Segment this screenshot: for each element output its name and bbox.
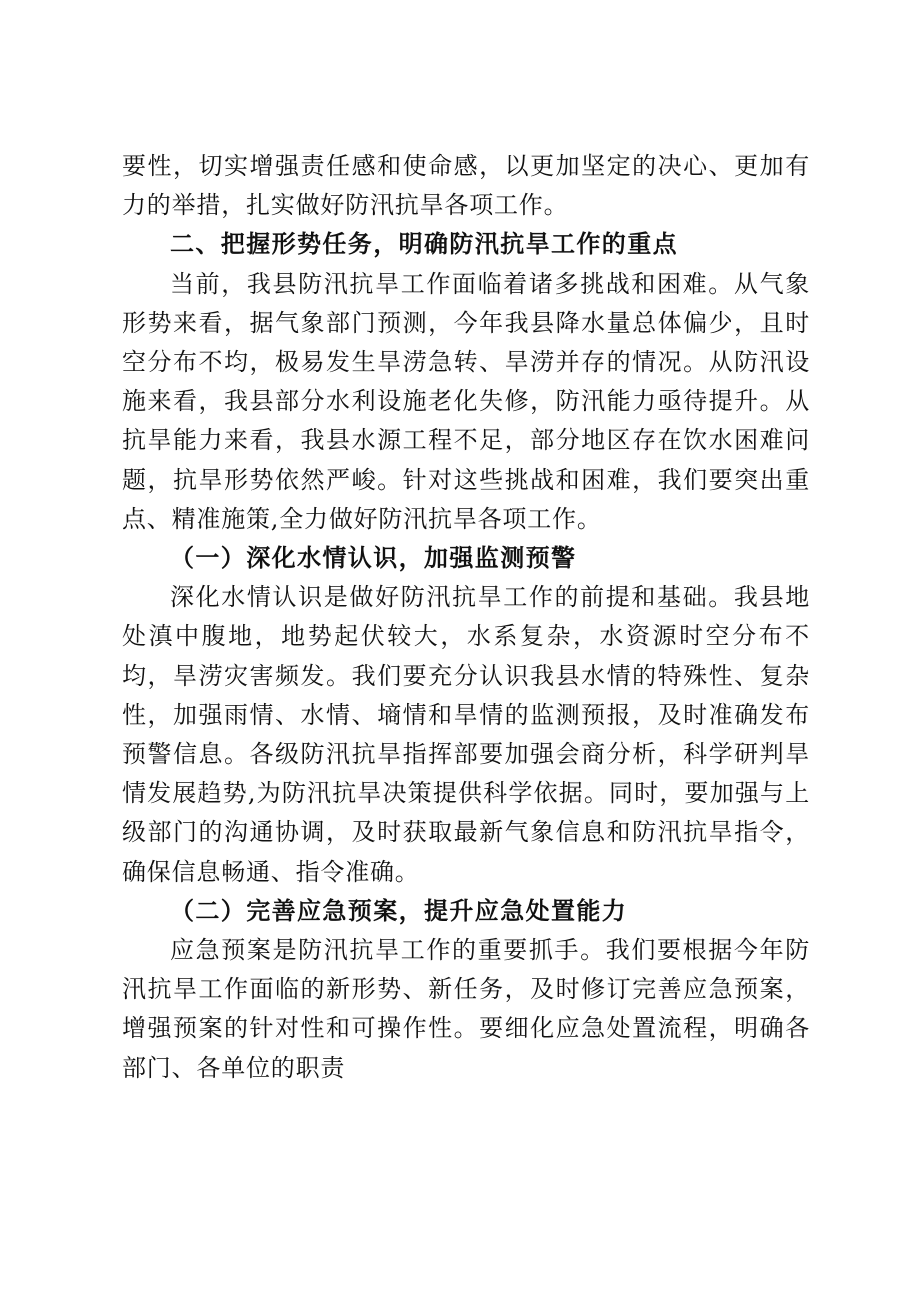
body-paragraph-continued: 要性，切实增强责任感和使命感，以更加坚定的决心、更加有力的举措，扎实做好防汛抗旱各项工作。: [122, 152, 810, 220]
subsection-heading: （一）深化水情认识，加强监测预警: [170, 544, 577, 573]
body-paragraph: 深化水情认识是做好防汛抗旱工作的前提和基础。我县地处滇中腹地，地势起伏较大，水系复杂，水资源时空分布不均，旱涝灾害频发。我们要充分认识我县水情的特殊性、复杂性，加强雨情、水情、墒情和旱情的监测预报，及时准确发布预警信息。各级防汛抗旱指挥部要加强会商分析，科学研判旱情发展趋势,为防汛抗旱决策提供科学依据。同时，要加强与上级部门的沟通协调，及时获取最新气象信息和防汛抗旱指令，确保信息畅通、指令准确。: [122, 583, 810, 886]
document-body: [122, 147, 810, 1088]
subsection-heading: （二）完善应急预案，提升应急处置能力: [170, 896, 628, 925]
body-paragraph: 当前，我县防汛抗旱工作面临着诸多挑战和困难。从气象形势来看，据气象部门预测，今年我县降水量总体偏少，且时空分布不均，极易发生旱涝急转、旱涝并存的情况。从防汛设施来看，我县部分水利设施老化失修，防汛能力亟待提升。从抗旱能力来看，我县水源工程不足，部分地区存在饮水困难问题，抗旱形势依然严峻。针对这些挑战和困难，我们要突出重点、精准施策,全力做好防汛抗旱各项工作。: [122, 269, 810, 533]
body-paragraph: 应急预案是防汛抗旱工作的重要抓手。我们要根据今年防汛抗旱工作面临的新形势、新任务，及时修订完善应急预案，增强预案的针对性和可操作性。要细化应急处置流程，明确各部门、各单位的职责: [122, 936, 810, 1082]
section-heading: 二、把握形势任务，明确防汛抗旱工作的重点: [170, 230, 678, 259]
